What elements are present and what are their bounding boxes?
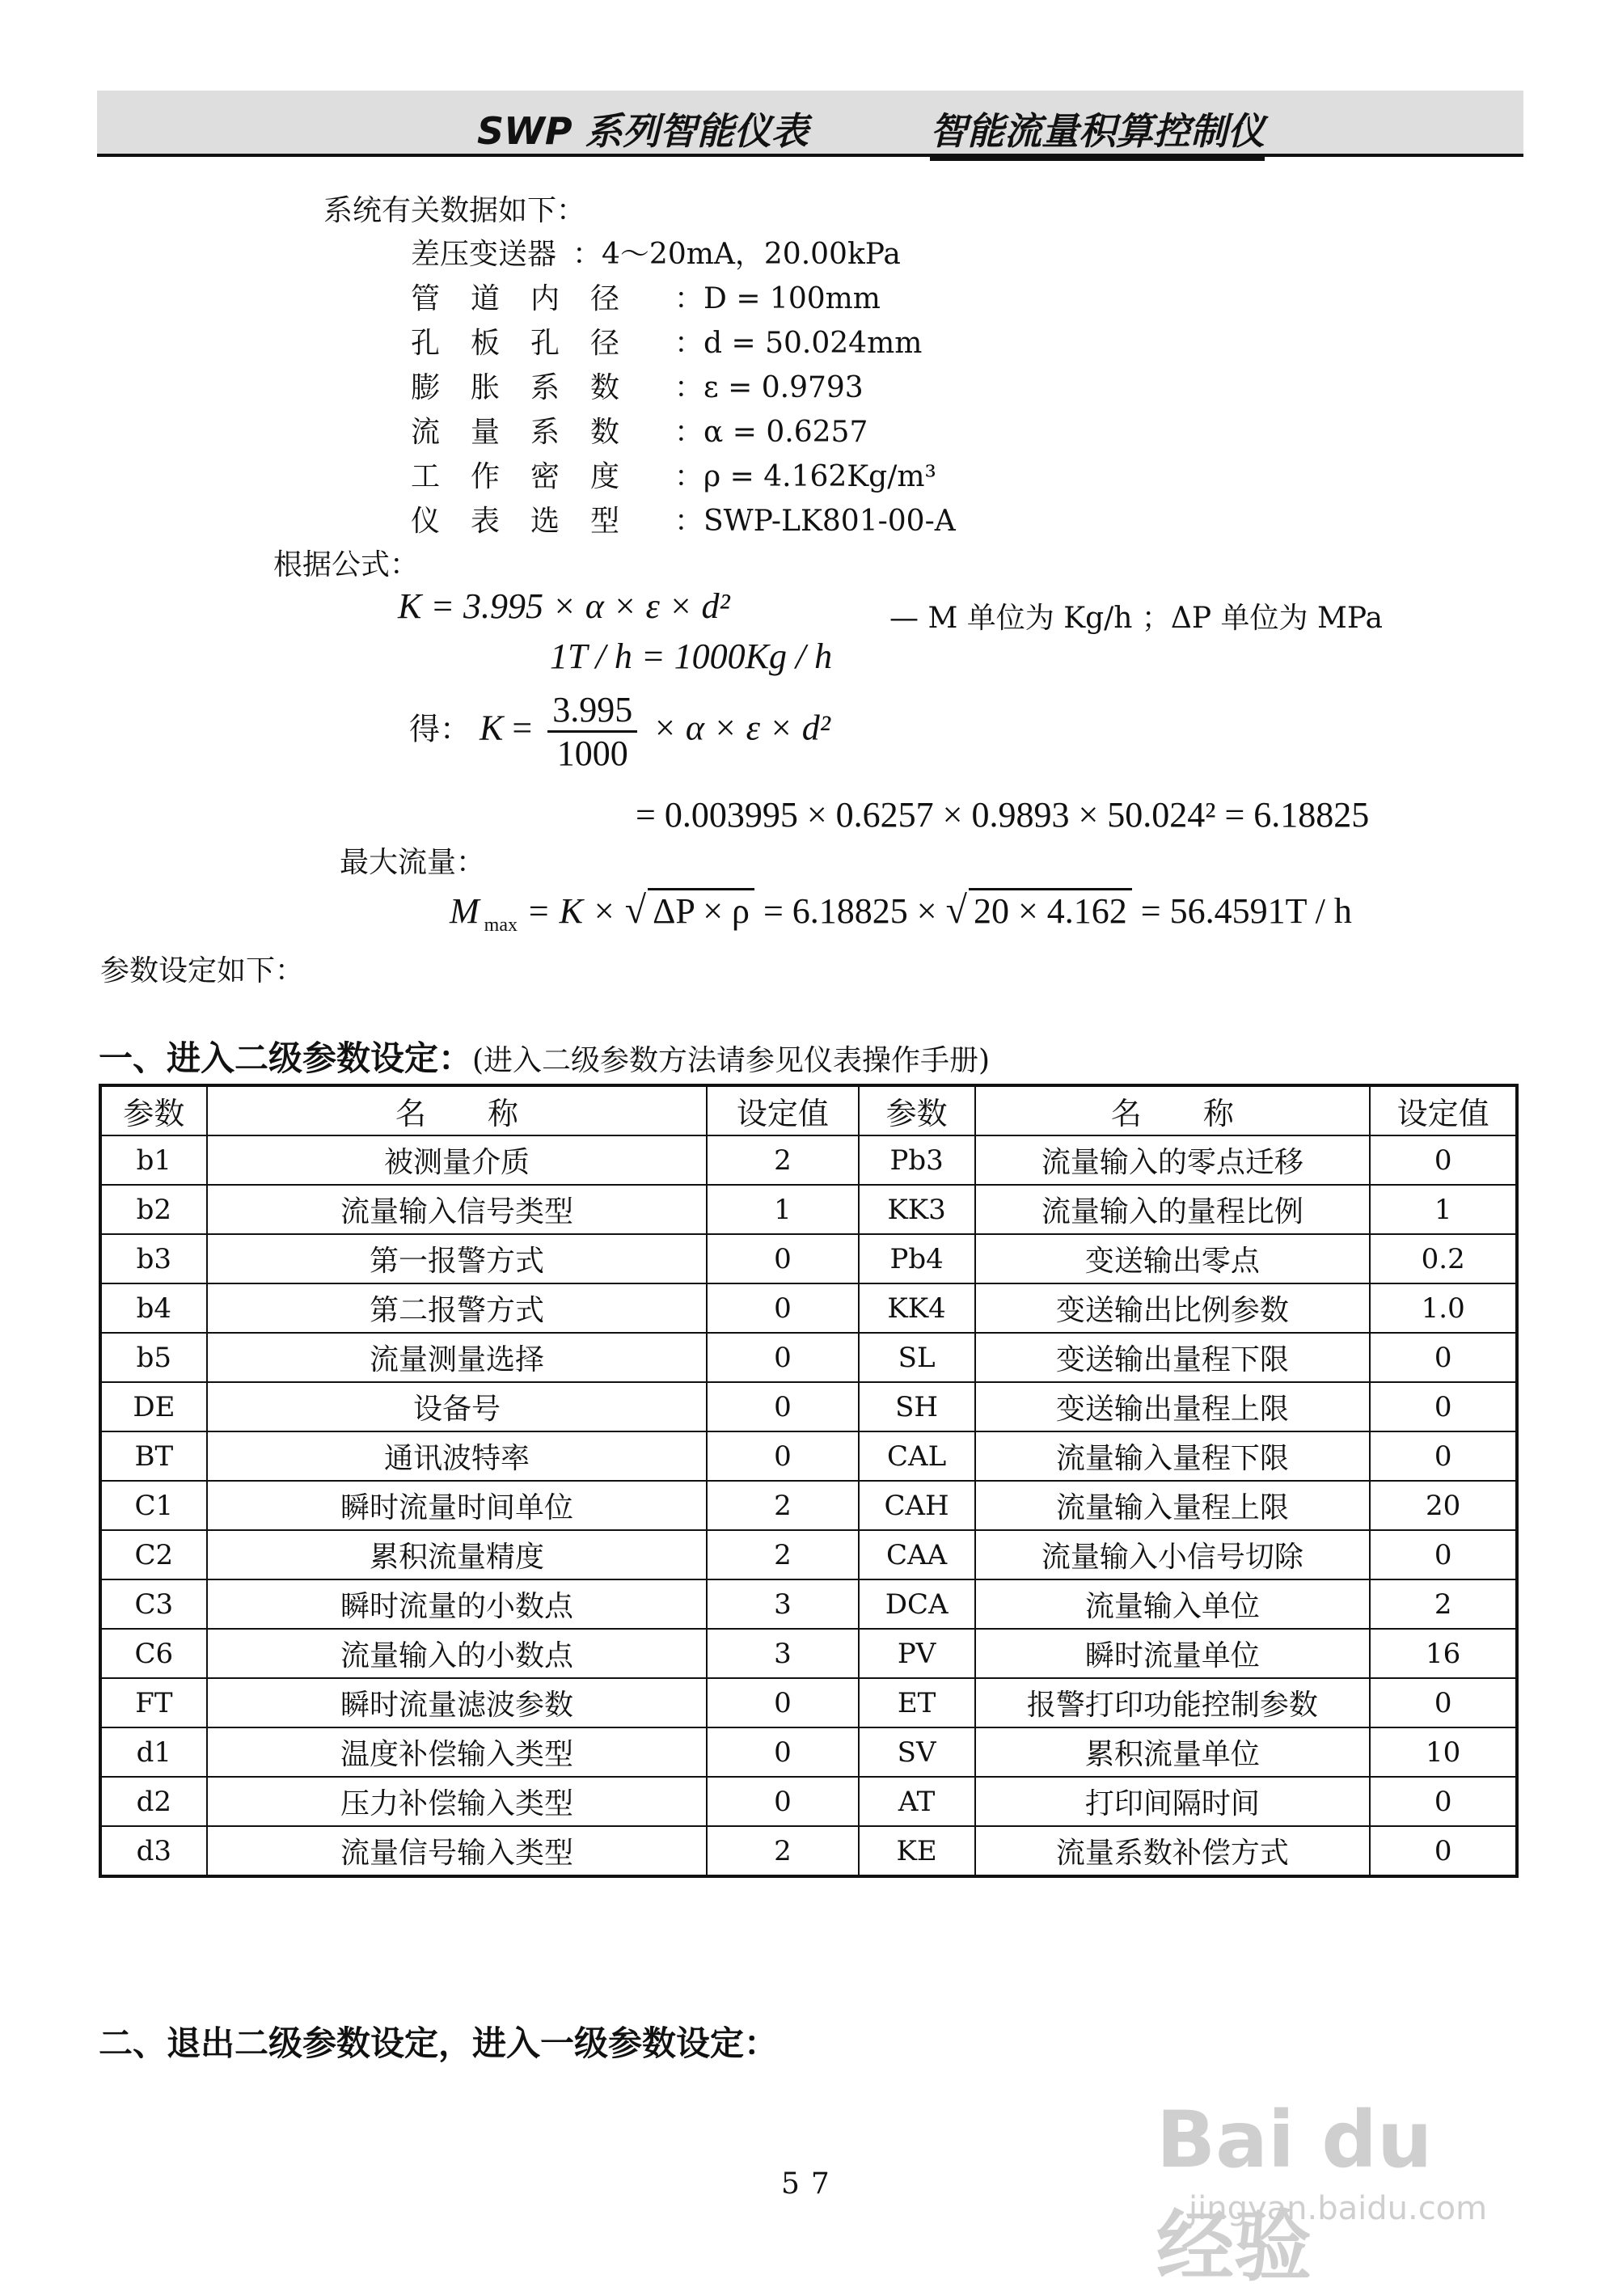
intro-text: 系统有关数据如下： xyxy=(323,194,586,227)
table-row xyxy=(100,1678,1517,1727)
param-name: 温度补偿输入类型 xyxy=(207,1727,707,1777)
system-data-row xyxy=(411,454,936,495)
header-product: 智能流量积算控制仪 xyxy=(930,102,1265,161)
system-data-separator: ： xyxy=(674,282,704,315)
col-header-value-2: 设定值 xyxy=(1370,1085,1517,1135)
system-data-label: 差压变送器 xyxy=(411,238,557,271)
param-code-2: AT xyxy=(859,1777,975,1826)
param-name: 流量输入信号类型 xyxy=(207,1185,707,1234)
param-code: DE xyxy=(100,1382,207,1431)
table-row xyxy=(100,1185,1517,1234)
param-code: C3 xyxy=(100,1579,207,1629)
param-value: 0 xyxy=(707,1283,859,1333)
param-value-2: 0 xyxy=(1370,1333,1517,1382)
section-1-note: (进入二级参数方法请参见仪表操作手册) xyxy=(472,1044,991,1077)
fraction-numerator: 3.995 xyxy=(547,689,637,733)
param-name-2: 瞬时流量单位 xyxy=(975,1629,1371,1678)
param-code-2: SL xyxy=(859,1333,975,1382)
param-code: FT xyxy=(100,1678,207,1727)
col-header-value: 设定值 xyxy=(707,1085,859,1135)
param-value: 2 xyxy=(707,1135,859,1185)
system-data-label: 管道内径 xyxy=(411,282,651,315)
param-name-2: 流量输入单位 xyxy=(975,1579,1371,1629)
fraction-denominator: 1000 xyxy=(556,734,628,773)
system-data-separator: ： xyxy=(674,416,704,449)
max-flow-mid2: = 6.18825 × xyxy=(763,891,937,931)
param-value: 2 xyxy=(707,1481,859,1530)
formula-k-text: K = 3.995 × α × ε × d² xyxy=(398,586,730,626)
param-code-2: CAL xyxy=(859,1431,975,1481)
formula-intro: 根据公式： xyxy=(273,548,420,581)
system-data-value: ε = 0.9793 xyxy=(703,371,864,404)
col-header-param-2: 参数 xyxy=(859,1085,975,1135)
param-name-2: 报警打印功能控制参数 xyxy=(975,1678,1371,1727)
param-name-2: 变送输出零点 xyxy=(975,1234,1371,1283)
param-value-2: 0 xyxy=(1370,1678,1517,1727)
param-value-2: 0 xyxy=(1370,1826,1517,1876)
watermark-logo: Bai du 经验 xyxy=(1156,2095,1433,2292)
page-header xyxy=(97,91,1523,157)
system-data-separator: ： xyxy=(573,238,602,271)
table-row xyxy=(100,1333,1517,1382)
system-data-value: ρ = 4.162Kg/m³ xyxy=(703,460,936,493)
system-data-value: 4～20mA，20.00kPa xyxy=(602,238,901,271)
system-data-label: 仪表选型 xyxy=(411,505,651,538)
param-value-2: 16 xyxy=(1370,1629,1517,1678)
param-code-2: Pb3 xyxy=(859,1135,975,1185)
system-data-value: α = 0.6257 xyxy=(703,416,868,449)
table-row xyxy=(100,1382,1517,1431)
param-code-2: SV xyxy=(859,1727,975,1777)
param-value-2: 1.0 xyxy=(1370,1283,1517,1333)
section-1-title xyxy=(99,1032,990,1080)
param-name: 第一报警方式 xyxy=(207,1234,707,1283)
param-name: 流量信号输入类型 xyxy=(207,1826,707,1876)
param-value: 0 xyxy=(707,1333,859,1382)
table-header-row xyxy=(100,1085,1517,1135)
formula-k xyxy=(398,586,730,627)
param-value-2: 0 xyxy=(1370,1431,1517,1481)
param-name: 瞬时流量时间单位 xyxy=(207,1481,707,1530)
section-1-heading: 一、进入二级参数设定： xyxy=(99,1038,473,1078)
system-data-row xyxy=(411,276,881,317)
param-value: 0 xyxy=(707,1777,859,1826)
param-name: 压力补偿输入类型 xyxy=(207,1777,707,1826)
param-name-2: 变送输出比例参数 xyxy=(975,1283,1371,1333)
param-name: 瞬时流量的小数点 xyxy=(207,1579,707,1629)
system-data-row xyxy=(411,231,901,273)
table-row xyxy=(100,1629,1517,1678)
col-header-name-2: 名 称 xyxy=(975,1085,1371,1135)
table-row xyxy=(100,1234,1517,1283)
param-value-2: 2 xyxy=(1370,1579,1517,1629)
param-name: 瞬时流量滤波参数 xyxy=(207,1678,707,1727)
formula-fraction xyxy=(547,689,637,774)
max-flow-rhs: = 56.4591T / h xyxy=(1140,891,1352,931)
sqrt-numeric: 20 × 4.162 xyxy=(969,888,1132,932)
system-data-row xyxy=(411,498,956,539)
param-name: 设备号 xyxy=(207,1382,707,1431)
formula-max-flow: M $_{max}$ = K × √ ΔP × ρ = 6.18825 × √ 20 × 4.162 = 56.4591T / h xyxy=(450,889,1352,936)
param-code-2: KE xyxy=(859,1826,975,1876)
system-data-value: D = 100mm xyxy=(703,282,881,315)
param-value: 1 xyxy=(707,1185,859,1234)
param-name-2: 变送输出量程下限 xyxy=(975,1333,1371,1382)
param-name: 流量输入的小数点 xyxy=(207,1629,707,1678)
param-value: 0 xyxy=(707,1727,859,1777)
system-data-row xyxy=(411,409,868,450)
param-value-2: 0 xyxy=(1370,1135,1517,1185)
header-series: SWP 系列智能仪表 xyxy=(477,109,809,153)
param-value: 3 xyxy=(707,1629,859,1678)
param-code-2: CAH xyxy=(859,1481,975,1530)
param-name-2: 打印间隔时间 xyxy=(975,1777,1371,1826)
param-name-2: 变送输出量程上限 xyxy=(975,1382,1371,1431)
table-row xyxy=(100,1777,1517,1826)
formula-unit-conv-text: 1T / h = 1000Kg / h xyxy=(550,636,833,676)
param-value-2: 1 xyxy=(1370,1185,1517,1234)
param-value: 3 xyxy=(707,1579,859,1629)
system-data-label: 流量系数 xyxy=(411,416,651,449)
param-code-2: KK3 xyxy=(859,1185,975,1234)
table-row xyxy=(100,1283,1517,1333)
param-name: 被测量介质 xyxy=(207,1135,707,1185)
page-number: 57 xyxy=(781,2167,841,2201)
param-value-2: 0.2 xyxy=(1370,1234,1517,1283)
formula-unit-note: — M 单位为 Kg/h ；ΔP 单位为 MPa xyxy=(889,602,1383,635)
param-code-2: DCA xyxy=(859,1579,975,1629)
watermark-url: jingyan.baidu.com xyxy=(1189,2190,1488,2227)
param-value-2: 0 xyxy=(1370,1530,1517,1579)
params-intro: 参数设定如下： xyxy=(100,954,305,987)
param-name-2: 流量输入量程下限 xyxy=(975,1431,1371,1481)
system-data-label: 孔板孔径 xyxy=(411,327,651,360)
formula-unit-conv xyxy=(550,636,832,677)
table-row xyxy=(100,1481,1517,1530)
system-data-label: 工作密度 xyxy=(411,460,651,493)
system-data-value: d = 50.024mm xyxy=(703,327,923,360)
param-code: b4 xyxy=(100,1283,207,1333)
param-code: d1 xyxy=(100,1727,207,1777)
baidu-watermark xyxy=(1156,2095,1536,2292)
col-header-param: 参数 xyxy=(100,1085,207,1135)
param-code: d2 xyxy=(100,1777,207,1826)
param-value-2: 10 xyxy=(1370,1727,1517,1777)
table-row xyxy=(100,1826,1517,1876)
param-code: b5 xyxy=(100,1333,207,1382)
param-value: 2 xyxy=(707,1530,859,1579)
system-data-row xyxy=(411,365,864,406)
system-data-separator: ： xyxy=(674,505,704,538)
table-row xyxy=(100,1727,1517,1777)
param-code: b1 xyxy=(100,1135,207,1185)
param-code-2: ET xyxy=(859,1678,975,1727)
param-code: BT xyxy=(100,1431,207,1481)
result-label: 得： xyxy=(409,711,471,747)
formula-k-result: 得： K = $\frac{3.995}{1000}$ × α × ε × d² xyxy=(409,690,830,773)
system-data-row xyxy=(411,320,922,362)
param-code: b3 xyxy=(100,1234,207,1283)
param-name: 第二报警方式 xyxy=(207,1283,707,1333)
param-value-2: 0 xyxy=(1370,1777,1517,1826)
table-row xyxy=(100,1431,1517,1481)
max-flow-label: 最大流量： xyxy=(340,846,486,879)
param-name: 流量测量选择 xyxy=(207,1333,707,1382)
param-code-2: PV xyxy=(859,1629,975,1678)
formula-k-value: = 0.003995 × 0.6257 × 0.9893 × 50.024² = 6.18825 xyxy=(636,795,1370,835)
max-flow-sub: max xyxy=(484,915,518,936)
param-code: d3 xyxy=(100,1826,207,1876)
param-value-2: 0 xyxy=(1370,1382,1517,1431)
param-name-2: 流量输入量程上限 xyxy=(975,1481,1371,1530)
table-row xyxy=(100,1579,1517,1629)
param-name-2: 流量系数补偿方式 xyxy=(975,1826,1371,1876)
param-value: 0 xyxy=(707,1382,859,1431)
param-value: 0 xyxy=(707,1678,859,1727)
param-code: b2 xyxy=(100,1185,207,1234)
param-name-2: 累积流量单位 xyxy=(975,1727,1371,1777)
col-header-name: 名 称 xyxy=(207,1085,707,1135)
parameter-table xyxy=(99,1084,1519,1878)
system-data-separator: ： xyxy=(674,371,704,404)
table-row xyxy=(100,1135,1517,1185)
param-name: 通讯波特率 xyxy=(207,1431,707,1481)
param-name-2: 流量输入的量程比例 xyxy=(975,1185,1371,1234)
param-name-2: 流量输入小信号切除 xyxy=(975,1530,1371,1579)
system-data-value: SWP-LK801-00-A xyxy=(703,505,956,538)
system-data-separator: ： xyxy=(674,460,704,493)
param-value: 0 xyxy=(707,1234,859,1283)
formula-k-tail: × α × ε × d² xyxy=(653,708,830,748)
param-code-2: KK4 xyxy=(859,1283,975,1333)
max-flow-mid: = K × xyxy=(526,891,616,931)
system-data-separator: ： xyxy=(674,327,704,360)
table-row xyxy=(100,1530,1517,1579)
sqrt-delta-p-rho: ΔP × ρ xyxy=(648,888,754,932)
param-value-2: 20 xyxy=(1370,1481,1517,1530)
param-code-2: CAA xyxy=(859,1530,975,1579)
param-value: 2 xyxy=(707,1826,859,1876)
param-code-2: SH xyxy=(859,1382,975,1431)
param-code: C1 xyxy=(100,1481,207,1530)
param-code: C2 xyxy=(100,1530,207,1579)
param-value: 0 xyxy=(707,1431,859,1481)
param-code-2: Pb4 xyxy=(859,1234,975,1283)
system-data-label: 膨胀系数 xyxy=(411,371,651,404)
param-name: 累积流量精度 xyxy=(207,1530,707,1579)
param-code: C6 xyxy=(100,1629,207,1678)
param-name-2: 流量输入的零点迁移 xyxy=(975,1135,1371,1185)
section-2-title: 二、退出二级参数设定，进入一级参数设定： xyxy=(99,2023,779,2063)
max-flow-lhs: M xyxy=(450,891,480,931)
